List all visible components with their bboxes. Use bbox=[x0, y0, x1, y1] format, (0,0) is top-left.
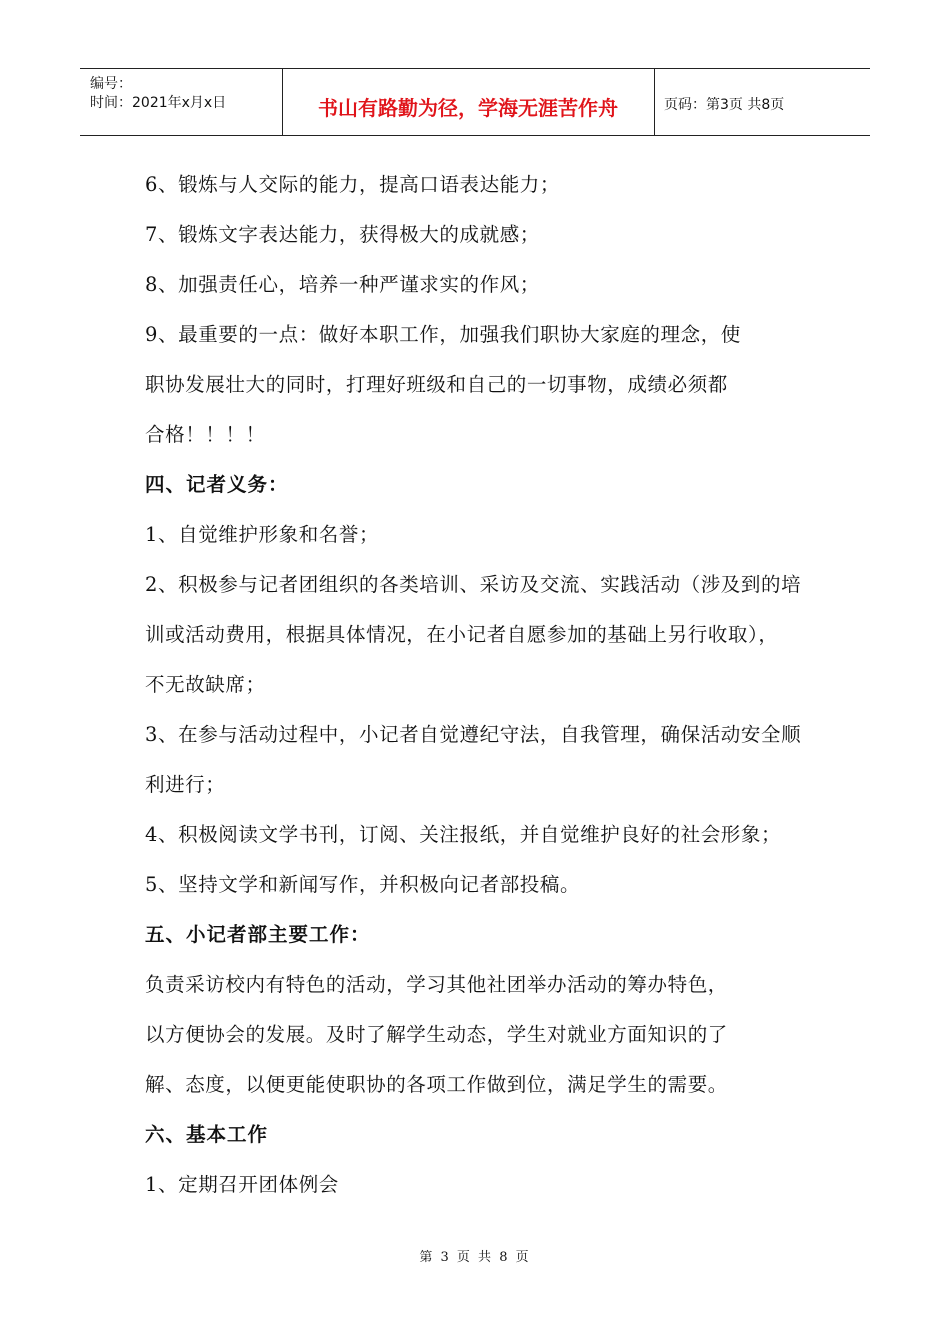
paragraph-line: 合格！！！！ bbox=[145, 423, 266, 446]
section-heading: 六、基本工作 bbox=[145, 1123, 269, 1146]
paragraph-line: 解、态度，以便更能使职协的各项工作做到位，满足学生的需要。 bbox=[145, 1073, 728, 1096]
page-footer: 第 3 页 共 8 页 bbox=[419, 1250, 531, 1265]
header-mid-cell bbox=[282, 69, 655, 135]
time-line: 时间：2021年x月x日 bbox=[90, 95, 227, 111]
paragraph-line: 1、定期召开团体例会 bbox=[145, 1173, 339, 1196]
paragraph-line: 职协发展壮大的同时，打理好班级和自己的一切事物，成绩必须都 bbox=[145, 373, 728, 396]
section-heading: 四、记者义务： bbox=[145, 473, 289, 496]
paragraph-line: 8、加强责任心，培养一种严谨求实的作风； bbox=[145, 273, 540, 296]
page-info: 页码：第3页 共8页 bbox=[664, 97, 785, 113]
paragraph-line: 1、自觉维护形象和名誉； bbox=[145, 523, 380, 546]
document-header bbox=[80, 68, 870, 136]
motto: 书山有路勤为径，学海无涯苦作舟 bbox=[318, 96, 618, 120]
number-label: 编号： bbox=[90, 76, 132, 92]
paragraph-line: 7、锻炼文字表达能力，获得极大的成就感； bbox=[145, 223, 540, 246]
header-right-cell bbox=[654, 69, 870, 135]
paragraph-line: 9、最重要的一点：做好本职工作，加强我们职协大家庭的理念，使 bbox=[145, 323, 741, 346]
paragraph-line: 3、在参与活动过程中，小记者自觉遵纪守法，自我管理，确保活动安全顺 bbox=[145, 723, 802, 746]
paragraph-line: 2、积极参与记者团组织的各类培训、采访及交流、实践活动（涉及到的培 bbox=[145, 573, 802, 596]
paragraph-line: 以方便协会的发展。及时了解学生动态，学生对就业方面知识的了 bbox=[145, 1023, 728, 1046]
paragraph-line: 6、锻炼与人交际的能力，提高口语表达能力； bbox=[145, 173, 561, 196]
paragraph-line: 训或活动费用，根据具体情况，在小记者自愿参加的基础上另行收取）， bbox=[145, 623, 779, 646]
paragraph-line: 4、积极阅读文学书刊，订阅、关注报纸，并自觉维护良好的社会形象； bbox=[145, 823, 782, 846]
section-heading: 五、小记者部主要工作： bbox=[145, 923, 371, 946]
paragraph-line: 负责采访校内有特色的活动，学习其他社团举办活动的筹办特色， bbox=[145, 973, 728, 996]
paragraph-line: 不无故缺席； bbox=[145, 673, 266, 696]
header-left-cell bbox=[80, 69, 283, 135]
paragraph-line: 利进行； bbox=[145, 773, 226, 796]
paragraph-line: 5、坚持文学和新闻写作，并积极向记者部投稿。 bbox=[145, 873, 581, 896]
